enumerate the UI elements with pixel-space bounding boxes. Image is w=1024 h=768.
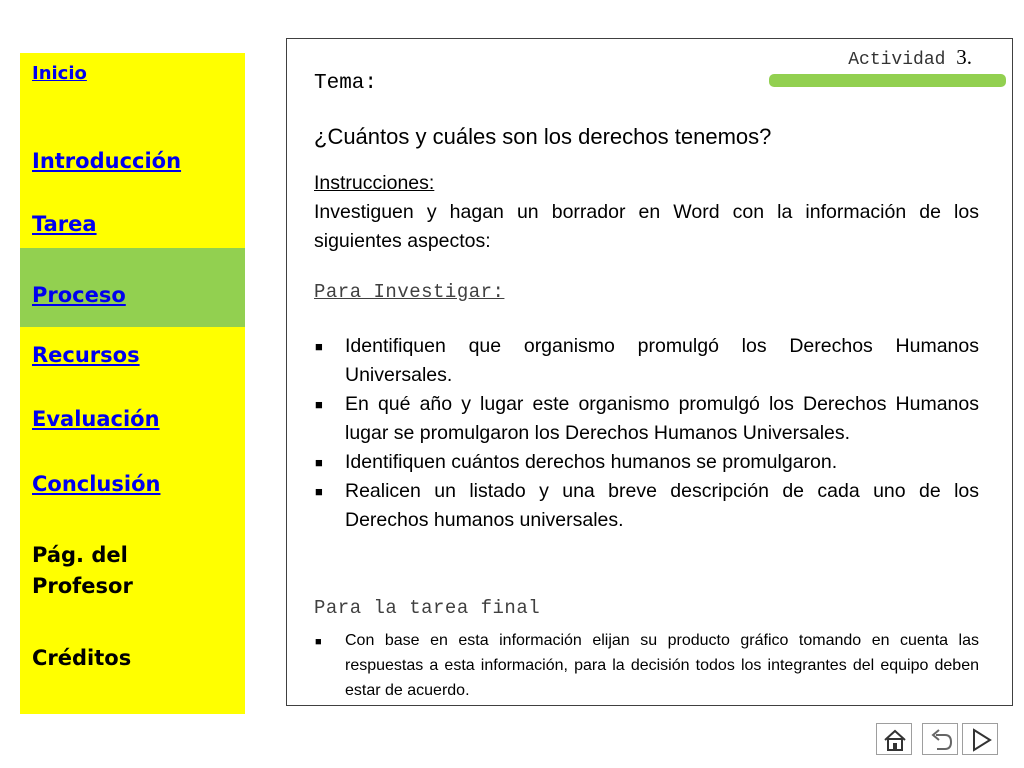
sidebar-item-tarea[interactable]: Tarea [32,212,97,236]
content-panel [286,38,1013,706]
next-button[interactable] [962,723,998,755]
square-bullet-icon: ■ [315,484,323,499]
activity-label [848,45,972,70]
instructions-label: Instrucciones: [314,172,435,194]
page-title: ¿Cuántos y cuáles son los derechos tenemos? [314,124,772,149]
back-button[interactable] [922,723,958,755]
tema-label: Tema: [314,72,378,95]
list-item-text: Identifiquen que organismo promulgó los Derechos Humanos Universales. [345,335,979,386]
square-bullet-icon: ■ [315,397,323,412]
square-bullet-icon: ■ [315,636,322,648]
decorative-green-bar [769,74,1006,87]
sidebar-item-pag-profesor[interactable]: Pág. del Profesor [32,543,133,598]
sidebar-item-evaluacion[interactable]: Evaluación [32,407,160,431]
square-bullet-icon: ■ [315,339,323,354]
sidebar-item-conclusion[interactable]: Conclusión [32,472,161,496]
home-icon [877,724,913,756]
list-item-text: Realicen un listado y una breve descripción de cada uno de los Derechos humanos universales. [345,480,979,531]
home-button[interactable] [876,723,912,755]
list-item [314,477,979,535]
list-item [314,628,979,703]
list-item [314,332,979,390]
next-icon [963,724,999,756]
investigate-heading: Para Investigar: [314,281,505,303]
sidebar-item-recursos[interactable]: Recursos [32,343,140,367]
list-item [314,448,979,477]
list-item-text: En qué año y lugar este organismo promulgó los Derechos Humanos lugar se promulgaron los Derechos Humanos Universales. [345,393,979,444]
list-item-text: Con base en esta información elijan su producto gráfico tomando en cuenta las respuestas a esta información, para la decisión todos los integrantes del equipo deben estar de acuerdo. [345,632,979,699]
list-item [314,390,979,448]
list-item-text: Identifiquen cuántos derechos humanos se promulgaron. [345,451,838,473]
back-icon [923,724,959,756]
activity-number: 3. [956,45,972,69]
sidebar-item-introduccion[interactable]: Introducción [32,149,182,173]
investigate-list [314,332,979,535]
sidebar-item-inicio[interactable]: Inicio [32,63,87,84]
activity-text: Actividad [848,50,946,70]
square-bullet-icon: ■ [315,455,323,470]
sidebar-item-proceso[interactable]: Proceso [32,283,126,307]
instructions-text: Investiguen y hagan un borrador en Word con la información de los siguientes aspectos: [314,201,979,252]
final-task-heading: Para la tarea final [314,597,541,619]
sidebar-item-creditos[interactable]: Créditos [32,646,132,670]
final-task-list [314,628,979,703]
